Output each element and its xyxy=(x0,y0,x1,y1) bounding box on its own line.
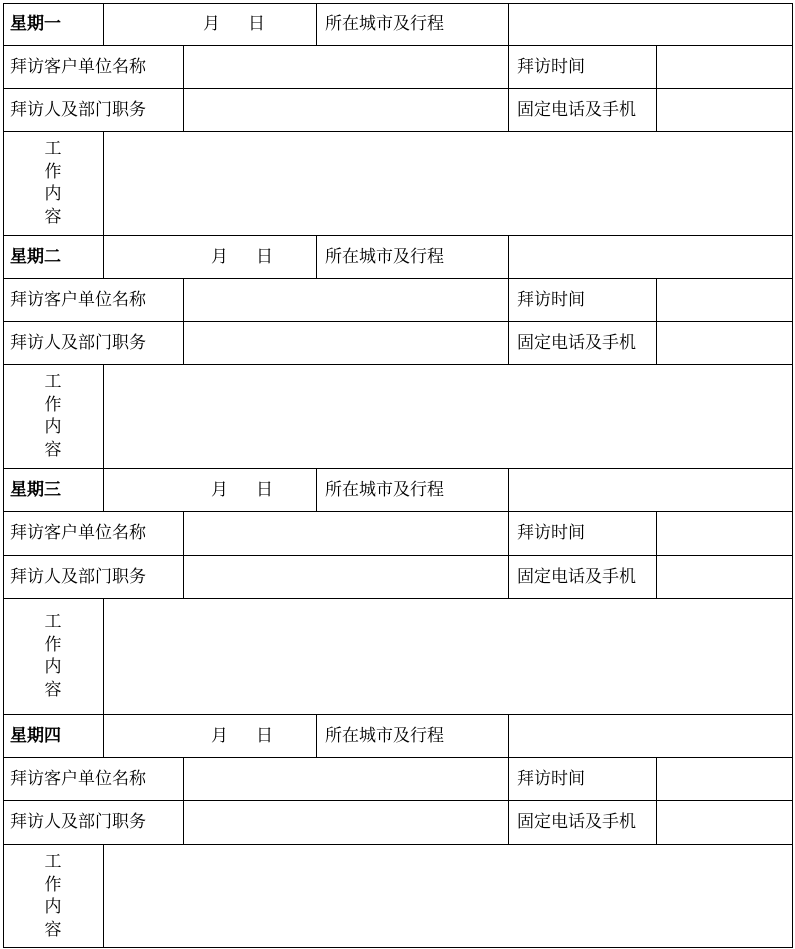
table-border-vertical xyxy=(508,278,509,365)
visitor-dept-position-field[interactable] xyxy=(184,322,508,364)
visitor-dept-position-field[interactable] xyxy=(184,556,508,598)
visit-time-field[interactable] xyxy=(657,758,792,800)
city-itinerary-label: 所在城市及行程 xyxy=(325,247,444,267)
client-unit-name-field[interactable] xyxy=(184,512,508,555)
table-border-vertical xyxy=(508,511,509,599)
date-field[interactable] xyxy=(104,4,316,45)
visitor-dept-position-field[interactable] xyxy=(184,801,508,844)
table-border-vertical xyxy=(792,3,793,948)
city-itinerary-field[interactable] xyxy=(509,469,792,511)
date-field[interactable] xyxy=(104,236,316,278)
client-unit-name-label: 拜访客户单位名称 xyxy=(10,769,146,789)
city-itinerary-label: 所在城市及行程 xyxy=(325,726,444,746)
phone-mobile-label: 固定电话及手机 xyxy=(517,100,636,120)
month-label: 月 xyxy=(203,14,220,34)
table-border-vertical xyxy=(316,468,317,512)
visitor-dept-position-label: 拜访人及部门职务 xyxy=(10,100,146,120)
visit-time-label: 拜访时间 xyxy=(517,57,585,77)
city-itinerary-field[interactable] xyxy=(509,4,792,45)
table-border-vertical xyxy=(316,714,317,758)
table-border-vertical xyxy=(316,3,317,46)
month-label: 月 xyxy=(211,247,228,267)
work-content-char: 工 xyxy=(44,372,62,392)
city-itinerary-field[interactable] xyxy=(509,715,792,757)
work-content-char: 作 xyxy=(44,161,62,182)
work-content-field[interactable] xyxy=(104,845,792,947)
table-border-vertical xyxy=(316,235,317,279)
work-content-label xyxy=(43,138,63,228)
table-border-vertical xyxy=(508,45,509,132)
visitor-dept-position-label: 拜访人及部门职务 xyxy=(10,567,146,587)
work-content-char: 容 xyxy=(44,679,62,700)
phone-mobile-field[interactable] xyxy=(657,801,792,844)
phone-mobile-label: 固定电话及手机 xyxy=(517,567,636,587)
work-content-char: 工 xyxy=(44,852,62,872)
client-unit-name-label: 拜访客户单位名称 xyxy=(10,57,146,77)
visit-time-label: 拜访时间 xyxy=(517,290,585,310)
visit-time-field[interactable] xyxy=(657,46,792,88)
visit-time-field[interactable] xyxy=(657,279,792,321)
client-unit-name-field[interactable] xyxy=(184,46,508,88)
month-label: 月 xyxy=(211,726,228,746)
table-border-horizontal xyxy=(3,947,793,948)
phone-mobile-field[interactable] xyxy=(657,322,792,364)
work-content-char: 容 xyxy=(44,439,62,460)
day-name: 星期一 xyxy=(10,14,61,34)
table-border-vertical xyxy=(3,3,4,948)
day-label: 日 xyxy=(256,726,273,746)
visitor-dept-position-label: 拜访人及部门职务 xyxy=(10,812,146,832)
work-content-char: 工 xyxy=(44,612,62,632)
visit-time-label: 拜访时间 xyxy=(517,769,585,789)
day-name: 星期二 xyxy=(10,247,61,267)
day-name: 星期四 xyxy=(10,726,61,746)
client-unit-name-field[interactable] xyxy=(184,758,508,800)
client-unit-name-field[interactable] xyxy=(184,279,508,321)
work-content-char: 作 xyxy=(44,394,62,415)
month-label: 月 xyxy=(211,480,228,500)
day-label: 日 xyxy=(256,247,273,267)
work-content-field[interactable] xyxy=(104,132,792,235)
date-field[interactable] xyxy=(104,469,316,511)
work-content-char: 作 xyxy=(44,874,62,895)
work-content-char: 内 xyxy=(44,657,62,677)
city-itinerary-field[interactable] xyxy=(509,236,792,278)
work-content-field[interactable] xyxy=(104,599,792,714)
work-content-field[interactable] xyxy=(104,365,792,468)
visit-time-field[interactable] xyxy=(657,512,792,555)
visitor-dept-position-field[interactable] xyxy=(184,89,508,131)
client-unit-name-label: 拜访客户单位名称 xyxy=(10,290,146,310)
phone-mobile-label: 固定电话及手机 xyxy=(517,333,636,353)
day-name: 星期三 xyxy=(10,480,61,500)
visit-time-label: 拜访时间 xyxy=(517,523,585,543)
work-content-char: 内 xyxy=(44,184,62,204)
work-content-label xyxy=(43,611,63,701)
work-content-char: 容 xyxy=(44,919,62,940)
day-label: 日 xyxy=(256,480,273,500)
phone-mobile-field[interactable] xyxy=(657,556,792,598)
phone-mobile-field[interactable] xyxy=(657,89,792,131)
phone-mobile-label: 固定电话及手机 xyxy=(517,812,636,832)
table-border-vertical xyxy=(508,757,509,845)
day-label: 日 xyxy=(248,14,265,34)
work-content-char: 内 xyxy=(44,897,62,917)
city-itinerary-label: 所在城市及行程 xyxy=(325,14,444,34)
work-content-char: 内 xyxy=(44,417,62,437)
client-unit-name-label: 拜访客户单位名称 xyxy=(10,523,146,543)
work-content-char: 作 xyxy=(44,634,62,655)
work-content-label xyxy=(43,371,63,461)
date-field[interactable] xyxy=(104,715,316,757)
work-content-char: 工 xyxy=(44,139,62,159)
work-content-char: 容 xyxy=(44,206,62,227)
visitor-dept-position-label: 拜访人及部门职务 xyxy=(10,333,146,353)
city-itinerary-label: 所在城市及行程 xyxy=(325,480,444,500)
work-content-label xyxy=(43,851,63,941)
